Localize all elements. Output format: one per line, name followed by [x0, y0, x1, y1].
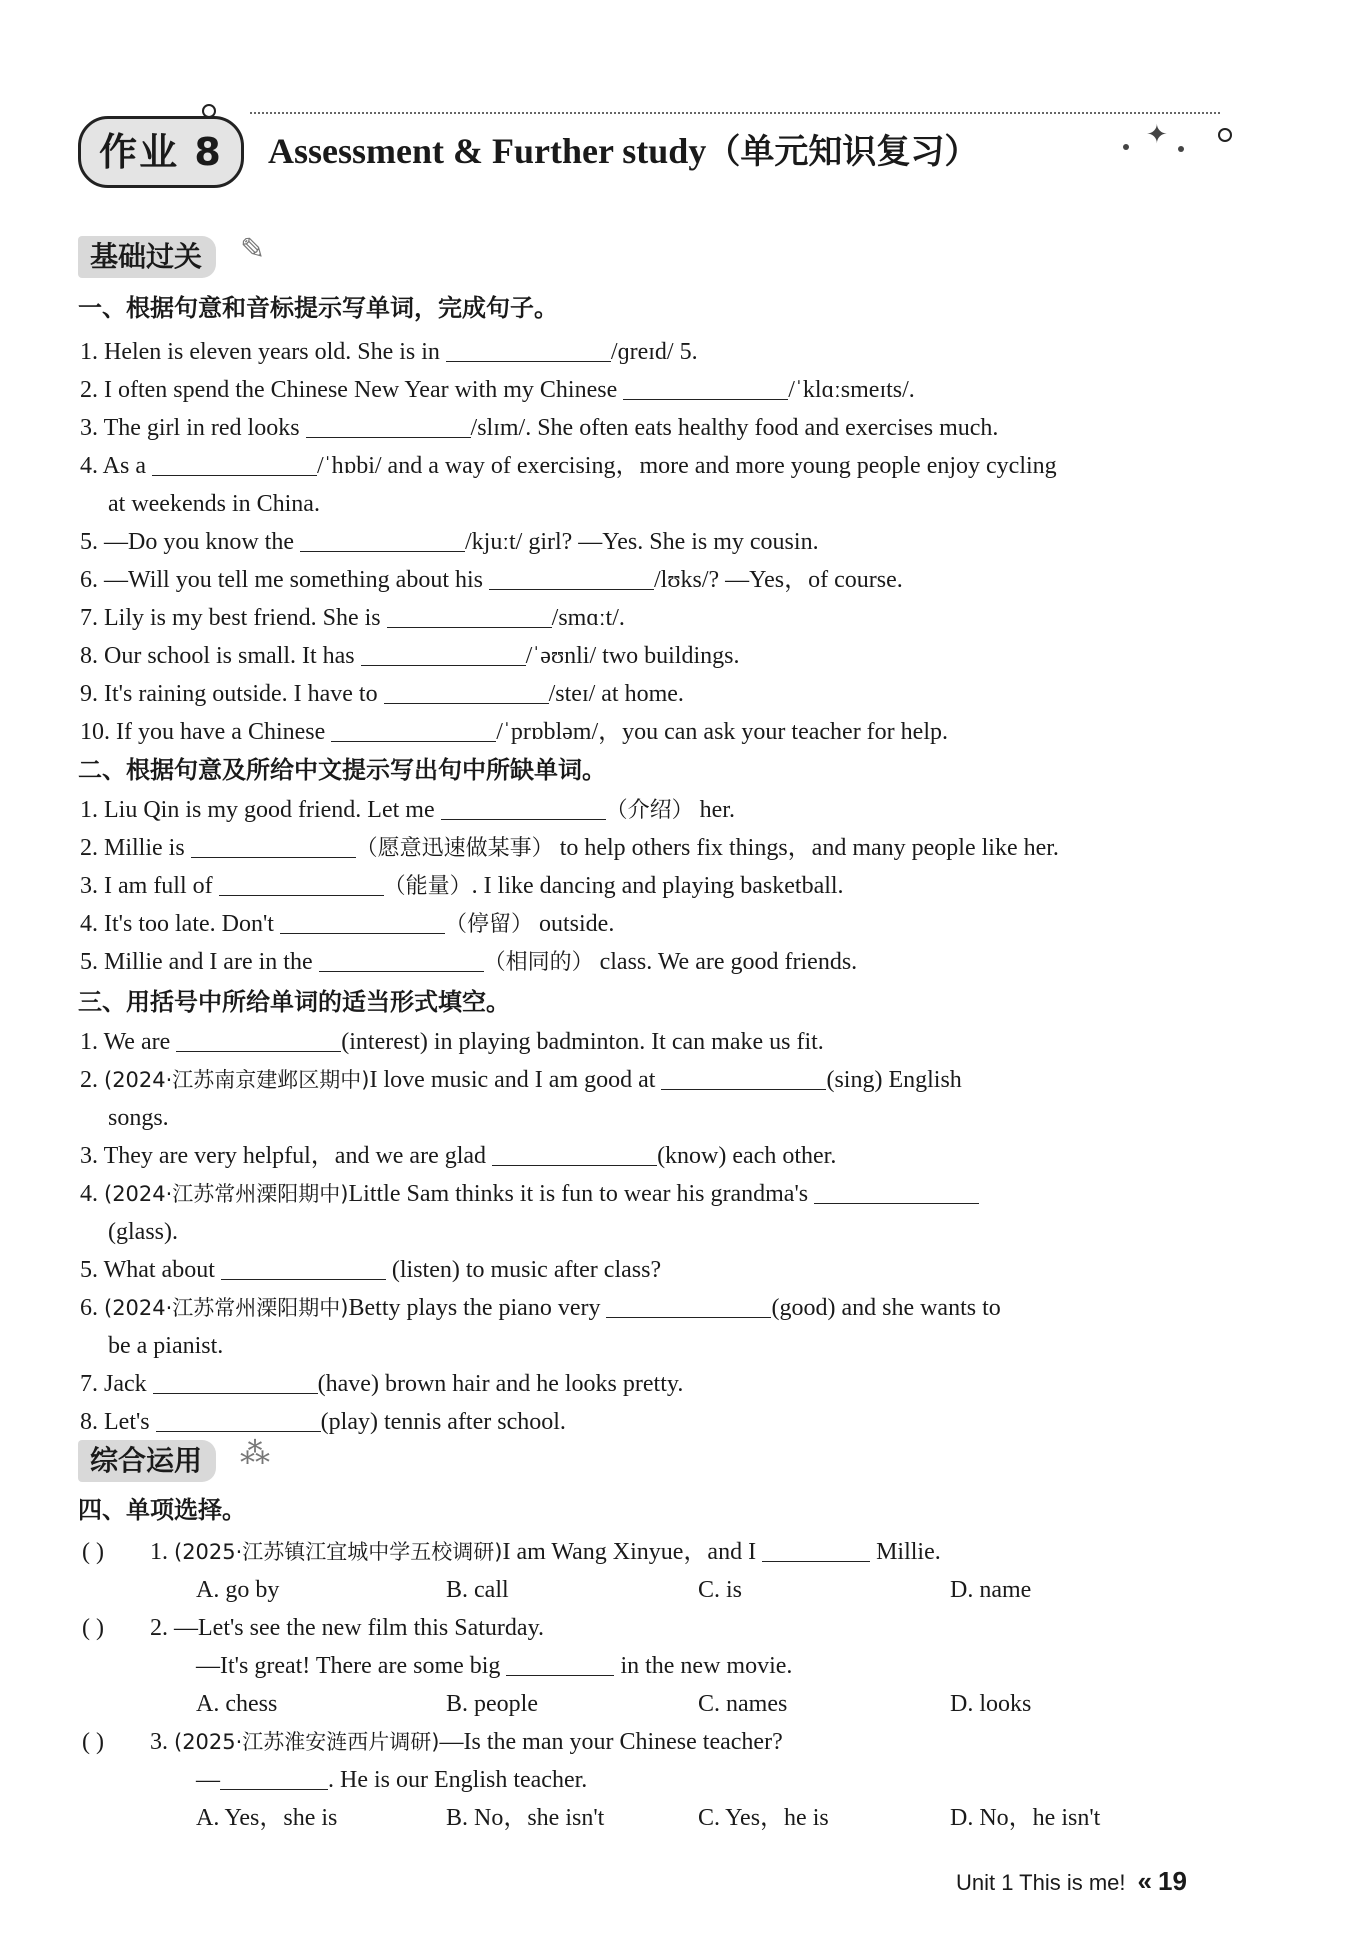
page-footer — [956, 1866, 1187, 1897]
question-a5: 5. —Do you know the /kjuːt/ girl? —Yes. She is my cousin. — [80, 529, 819, 555]
page-title-cn: （单元知识复习） — [706, 132, 979, 172]
answer-blank[interactable] — [606, 1295, 771, 1318]
answer-blank[interactable] — [306, 415, 471, 438]
page-number: 19 — [1158, 1866, 1187, 1896]
sparkle-dot-icon — [1178, 146, 1184, 152]
part-d-heading: 四、单项选择。 — [78, 1496, 246, 1524]
option-c[interactable]: C. is — [698, 1577, 743, 1603]
question-d3: 3. (2025·江苏淮安涟西片调研)—Is the man your Chinese teacher? — [150, 1729, 783, 1755]
option-a[interactable]: A. chess — [196, 1691, 278, 1717]
answer-blank[interactable] — [152, 453, 317, 476]
answer-blank[interactable] — [191, 835, 356, 858]
question-c4-cont: (glass). — [108, 1219, 178, 1245]
answer-blank[interactable] — [156, 1409, 321, 1432]
question-a8: 8. Our school is small. It has /ˈəʊnli/ two buildings. — [80, 643, 740, 669]
answer-blank[interactable] — [319, 949, 484, 972]
question-d3-line2: — . He is our English teacher. — [196, 1767, 588, 1793]
question-b4: 4. It's too late. Don't （停留） outside. — [80, 911, 615, 937]
answer-parentheses[interactable]: ( ) — [82, 1615, 104, 1641]
option-a[interactable]: A. Yes，she is — [196, 1805, 338, 1831]
question-a7: 7. Lily is my best friend. She is /smɑːt/. — [80, 605, 625, 631]
question-c6-cont: be a pianist. — [108, 1333, 224, 1359]
section-title: 基础过关 — [78, 236, 216, 278]
question-c4: 4. (2024·江苏常州溧阳期中)Little Sam thinks it is fun to wear his grandma's — [80, 1178, 1245, 1210]
header-dotted-line — [250, 112, 1220, 114]
answer-blank[interactable] — [221, 1257, 386, 1280]
question-a6: 6. —Will you tell me something about his /lʊks/? —Yes，of course. — [80, 567, 903, 593]
option-a[interactable]: A. go by — [196, 1577, 280, 1603]
answer-blank[interactable] — [762, 1539, 870, 1562]
question-a9: 9. It's raining outside. I have to /steɪ/ at home. — [80, 681, 684, 707]
question-a4: 4. As a /ˈhɒbi/ and a way of exercising，more and more young people enjoy cycling — [80, 453, 1057, 479]
answer-parentheses[interactable]: ( ) — [82, 1539, 104, 1565]
answer-blank[interactable] — [384, 681, 549, 704]
answer-blank[interactable] — [441, 797, 606, 820]
section-label-application — [78, 1436, 278, 1486]
sparkle-icon: ✦ — [1146, 120, 1168, 150]
answer-blank[interactable] — [176, 1029, 341, 1052]
answer-blank[interactable] — [492, 1143, 657, 1166]
question-a4-cont: at weekends in China. — [108, 491, 320, 517]
pencil-icon: ✎ — [240, 233, 266, 266]
option-c[interactable]: C. names — [698, 1691, 788, 1717]
answer-blank[interactable] — [387, 605, 552, 628]
question-c8: 8. Let's (play) tennis after school. — [80, 1409, 566, 1435]
question-c1: 1. We are (interest) in playing badminton. It can make us fit. — [80, 1029, 824, 1055]
question-d1: 1. (2025·江苏镇江宜城中学五校调研)I am Wang Xinyue，and I Millie. — [150, 1539, 941, 1565]
answer-blank[interactable] — [506, 1653, 614, 1676]
assignment-badge: 作业 8 — [78, 116, 244, 188]
unit-label: Unit 1 This is me! — [956, 1870, 1126, 1895]
answer-blank[interactable] — [623, 377, 788, 400]
double-chevron-icon: « — [1137, 1866, 1153, 1896]
question-c2-cont: songs. — [108, 1105, 169, 1131]
part-b-heading: 二、根据句意及所给中文提示写出句中所缺单词。 — [78, 756, 606, 784]
question-b1: 1. Liu Qin is my good friend. Let me （介绍） her. — [80, 797, 735, 823]
answer-blank[interactable] — [814, 1181, 979, 1204]
question-c6: 6. (2024·江苏常州溧阳期中)Betty plays the piano very (good) and she wants to — [80, 1295, 1001, 1321]
question-a10: 10. If you have a Chinese /ˈprɒbləm/，you can ask your teacher for help. — [80, 719, 948, 745]
question-d2-line2: —It's great! There are some big in the new movie. — [196, 1653, 793, 1679]
question-c7: 7. Jack (have) brown hair and he looks pretty. — [80, 1371, 684, 1397]
assignment-header — [78, 112, 1238, 192]
answer-blank[interactable] — [220, 1767, 328, 1790]
answer-blank[interactable] — [331, 719, 496, 742]
question-c3: 3. They are very helpful，and we are glad (know) each other. — [80, 1143, 837, 1169]
header-end-ring-icon — [1218, 128, 1232, 142]
answer-blank[interactable] — [300, 529, 465, 552]
section-title: 综合运用 — [78, 1440, 216, 1482]
option-c[interactable]: C. Yes，he is — [698, 1805, 829, 1831]
question-a3: 3. The girl in red looks /slɪm/. She often eats healthy food and exercises much. — [80, 415, 999, 441]
option-b[interactable]: B. people — [446, 1691, 538, 1717]
sparkle-dot-icon — [1123, 144, 1129, 150]
question-a2: 2. I often spend the Chinese New Year with my Chinese /ˈklɑːsmeɪts/. — [80, 377, 915, 403]
answer-blank[interactable] — [661, 1067, 826, 1090]
option-d[interactable]: D. name — [950, 1577, 1032, 1603]
question-a1: 1. Helen is eleven years old. She is in /ɡreɪd/ 5. — [80, 339, 698, 365]
answer-blank[interactable] — [361, 643, 526, 666]
answer-blank[interactable] — [280, 911, 445, 934]
answer-blank[interactable] — [219, 873, 384, 896]
answer-blank[interactable] — [446, 339, 611, 362]
question-c2: 2. (2024·江苏南京建邺区期中)I love music and I am good at (sing) English — [80, 1067, 962, 1093]
page-title — [268, 124, 978, 173]
option-d[interactable]: D. No，he isn't — [950, 1805, 1101, 1831]
question-b5: 5. Millie and I are in the （相同的） class. We are good friends. — [80, 949, 858, 975]
option-b[interactable]: B. No，she isn't — [446, 1805, 605, 1831]
part-c-heading: 三、用括号中所给单词的适当形式填空。 — [78, 988, 510, 1016]
question-c5: 5. What about (listen) to music after class? — [80, 1257, 662, 1283]
answer-blank[interactable] — [153, 1371, 318, 1394]
answer-blank[interactable] — [489, 567, 654, 590]
page-title-en: Assessment & Further study — [268, 131, 707, 171]
option-d[interactable]: D. looks — [950, 1691, 1032, 1717]
section-label-basic — [78, 232, 278, 282]
sparkle-deco-icon: ⁂ — [240, 1437, 270, 1470]
option-b[interactable]: B. call — [446, 1577, 509, 1603]
part-a-heading: 一、根据句意和音标提示写单词，完成句子。 — [78, 294, 558, 322]
question-d2: 2. —Let's see the new film this Saturday. — [150, 1615, 545, 1641]
question-b3: 3. I am full of （能量）. I like dancing and playing basketball. — [80, 873, 844, 899]
question-b2: 2. Millie is （愿意迅速做某事） to help others fix things，and many people like her. — [80, 835, 1059, 861]
answer-parentheses[interactable]: ( ) — [82, 1729, 104, 1755]
